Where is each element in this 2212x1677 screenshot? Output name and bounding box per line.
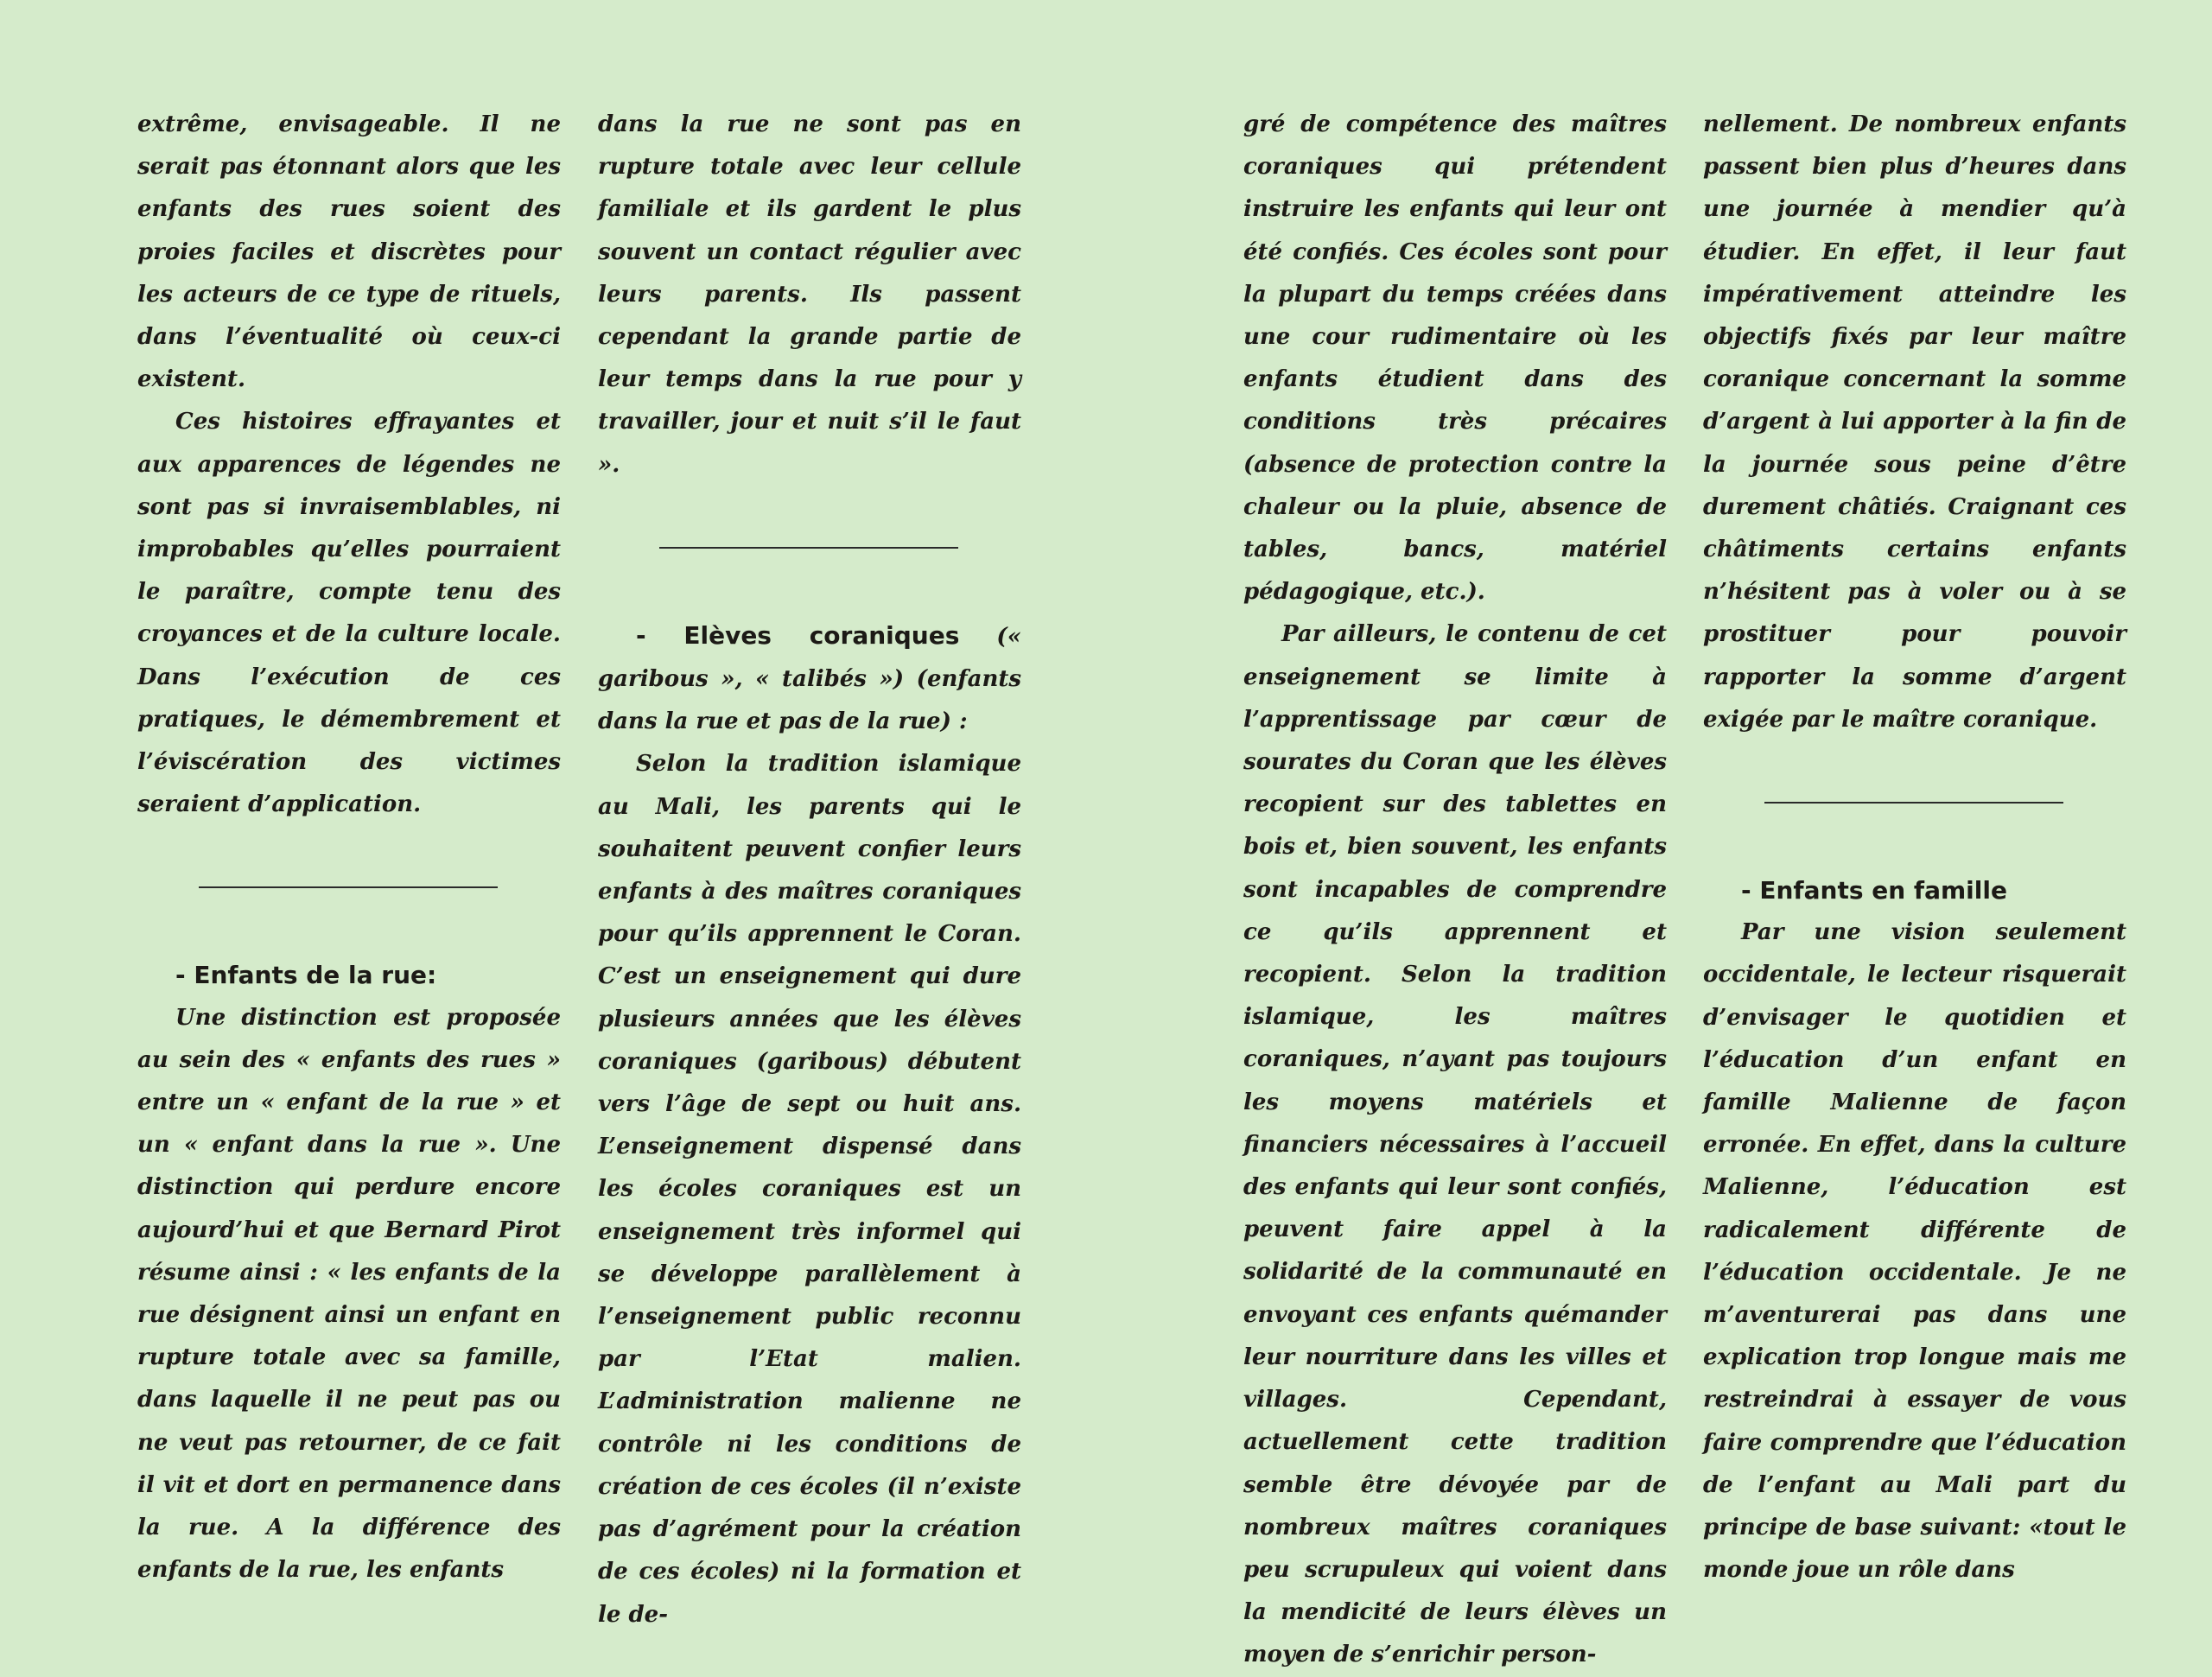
text-column-2: [598, 104, 1021, 1636]
section-divider: [1703, 741, 2126, 869]
text-column-4: [1703, 104, 2126, 1592]
text-column-1: [137, 104, 561, 1592]
section-heading-line: [598, 614, 1021, 744]
paragraph: extrême, envisageable. Il ne serait pas étonnant alors que les enfants des rues soient des proies faciles et discrètes pour les acteurs de ce type de rituels, dans l’éventualité où ceux-ci existent.: [137, 111, 561, 393]
section-heading: - Enfants en famille: [1741, 876, 2007, 905]
paragraph: Par ailleurs, le contenu de cet enseignement se limite à l’apprentissage par cœur de sourates du Coran que les élèves recopient sur des tablettes en bois et, bien souvent, les enfants sont incapables de comprendre ce qu’ils apprennent et recopient. Selon la tradition islamique, les maîtres coraniques, n’ayant pas toujours les moyens matériels et financiers nécessaires à l’accueil des enfants qui leur sont confiés, peuvent faire appel à la solidarité de la communauté en envoyant ces enfants quémander leur nourriture dans les villes et villages. Cependant, actuellement cette tradition semble être dévoyée par de nombreux maîtres coraniques peu scrupuleux qui voient dans la mendicité de leurs élèves un moyen de s’enrichir person-: [1243, 621, 1667, 1668]
paragraph: dans la rue ne sont pas en rupture totale avec leur cellule familiale et ils gardent le plus souvent un contact régulier avec leurs parents. Ils passent cependant la grande partie de leur temps dans la rue pour y travailler, jour et nuit s’il le faut ».: [598, 111, 1021, 478]
paragraph: Par une vision seulement occidentale, le lecteur risquerait d’envisager le quotidien et l’éducation d’un enfant en famille Malienne de façon erronée. En effet, dans la culture Malienne, l’éducation est radicalement différente de l’éducation occidentale. Je ne m’aventurerai pas dans une explication trop longue mais me restreindrai à essayer de vous faire comprendre que l’éducation de l’enfant au Mali part du principe de base suivant: «tout le monde joue un rôle dans: [1703, 919, 2126, 1584]
paragraph: Une distinction est proposée au sein des « enfants des rues » entre un « enfant de la rue » et un « enfant dans la rue ». Une distinction qui perdure encore aujourd’hui et que Bernard Pirot résume ainsi : « les enfants de la rue désignent ainsi un enfant en rupture totale avec sa famille, dans laquelle il ne peut pas ou ne veut pas retourner, de ce fait il vit et dort en permanence dans la rue. A la différence des enfants de la rue, les enfants: [137, 1004, 561, 1584]
paragraph: gré de compétence des maîtres coraniques qui prétendent instruire les enfants qui leur ont été confiés. Ces écoles sont pour la plupart du temps créées dans une cour rudimentaire où les enfants étudient dans des conditions très précaires (absence de protection contre la chaleur ou la pluie, absence de tables, bancs, matériel pédagogique, etc.).: [1243, 111, 1667, 606]
section-heading: - Enfants de la rue:: [175, 961, 437, 990]
paragraph: Selon la tradition islamique au Mali, les parents qui le souhaitent peuvent confier leurs enfants à des maîtres coraniques pour qu’ils apprennent le Coran. C’est un enseignement qui dure plusieurs années que les élèves coraniques (garibous) débutent vers l’âge de sept ou huit ans. L’enseignement dispensé dans les écoles coraniques est un enseignement très informel qui se développe parallèlement à l’enseignement public reconnu par l’Etat malien. L’administration malienne ne contrôle ni les conditions de création de ces écoles (il n’existe pas d’agrément pour la création de ces écoles) ni la formation et le de-: [598, 751, 1021, 1628]
paragraph: Ces histoires effrayantes et aux apparences de légendes ne sont pas si invraisemblables, ni improbables qu’elles pourraient le paraître, compte tenu des croyances et de la culture locale. Dans l’exécution de ces pratiques, le démembrement et l’éviscération des victimes seraient d’application.: [137, 409, 561, 818]
section-heading-subtitle: (« garibous », « talibés ») (enfants dans la rue et pas de la rue) :: [598, 623, 1021, 735]
section-heading: - Elèves coraniques: [636, 620, 960, 650]
paragraph: nellement. De nombreux enfants passent bien plus d’heures dans une journée à mendier qu’à étudier. En effet, il leur faut impérativement atteindre les objectifs fixés par leur maître coranique concernant la somme d’argent à lui apporter à la fin de la journée sous peine d’être durement châtiés. Craignant ces châtiments certains enfants n’hésitent pas à voler ou à se prostituer pour pouvoir rapporter la somme d’argent exigée par le maître coranique.: [1703, 111, 2126, 733]
section-divider: [137, 826, 561, 954]
section-divider: [598, 486, 1021, 614]
text-column-3: [1243, 104, 1667, 1677]
